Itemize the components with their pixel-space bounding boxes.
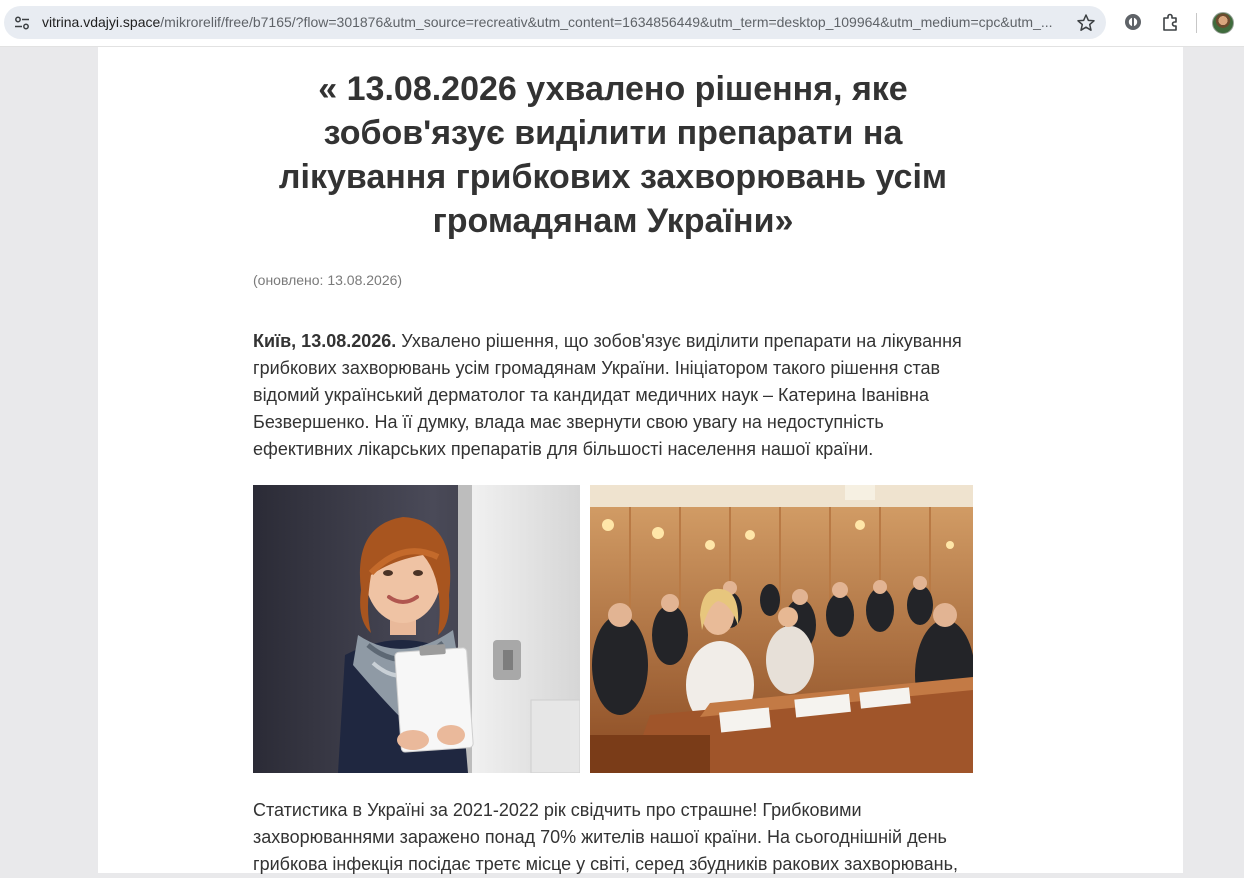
statistics-paragraph: Статистика в Україні за 2021-2022 рік свідчить про страшне! Грибковими захворюваннями заражено понад 70% жителів нашої країни. На сьогоднішній день грибкова інфекція посідає третє місце у світі, серед збудників ракових захворювань, — [253, 800, 958, 874]
site-info-icon[interactable] — [14, 15, 30, 31]
article-images — [253, 485, 973, 773]
lead-dateline: Київ, 13.08.2026. — [253, 331, 397, 351]
puzzle-icon[interactable] — [1160, 12, 1180, 32]
page-content — [98, 47, 1183, 873]
url-text[interactable] — [42, 14, 1064, 31]
browser-toolbar — [0, 0, 1244, 47]
council-photo — [590, 485, 973, 773]
address-bar[interactable] — [4, 6, 1106, 39]
lead-text: Ухвалено рішення, що зобов'язує виділити препарати на лікування грибкових захворювань усім громадянам України. Ініціатором такого рішення став відомий український дерматолог та кандидат медичних наук – Катерина Іванівна Безвершенко. На її думку, влада має звернути свою увагу на недоступність ефективних лікарських препаратів для більшості населення нашої країни. — [253, 331, 962, 459]
extension-shield-icon[interactable] — [1123, 12, 1143, 32]
star-icon[interactable] — [1076, 13, 1096, 33]
updated-date: (оновлено: 13.08.2026) — [253, 272, 403, 288]
url-domain: vitrina.vdajyi.space — [42, 14, 161, 30]
url-path: /mikrorelif/free/b7165/?flow=301876&utm_source=recreativ&utm_content=1634856449&utm_term=desktop_109964&utm_medium=cpc&utm_... — [160, 14, 1053, 30]
lead-paragraph — [253, 328, 973, 463]
avatar[interactable] — [1212, 12, 1234, 34]
toolbar-divider — [1196, 13, 1197, 33]
headline: « 13.08.2026 ухвалено рішення, яке зобов'язує виділити препарати на лікування грибкових захворювань усім громадянам України» — [278, 70, 948, 240]
doctor-photo — [253, 485, 580, 773]
